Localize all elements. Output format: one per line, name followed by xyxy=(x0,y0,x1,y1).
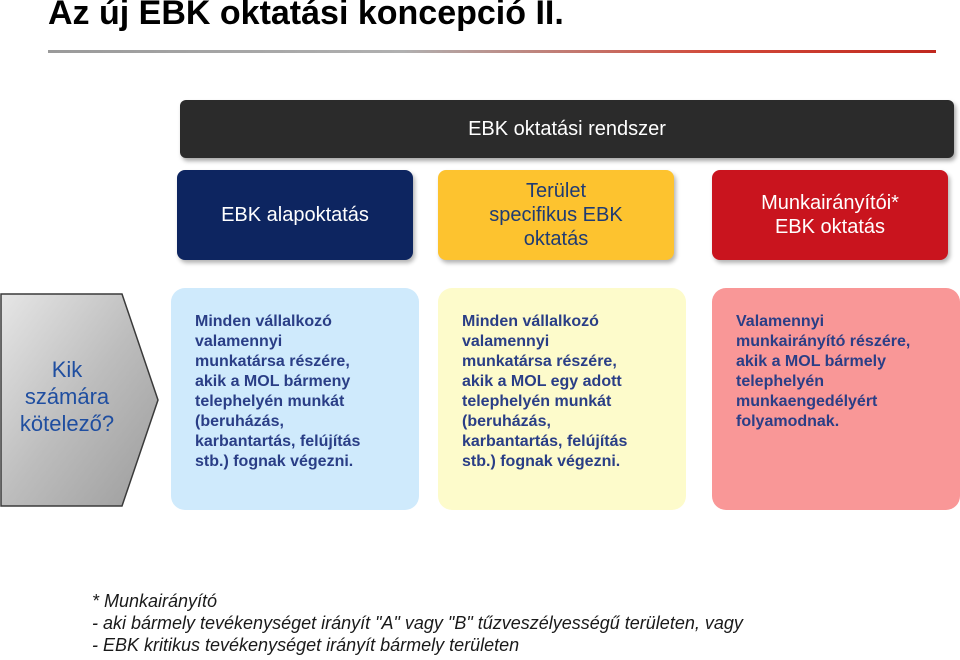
category-label-line: EBK oktatás xyxy=(774,216,886,238)
description-line: munkaengedélyért xyxy=(736,393,878,410)
description-line: telephelyén munkát xyxy=(462,393,612,410)
footnote-line: - aki bármely tevékenységet irányít "A" vagy "B" tűzveszélyességű területen, vagy xyxy=(92,613,743,633)
description-line: Valamennyi xyxy=(736,313,825,330)
description-line: munkairányító részére, xyxy=(736,333,911,350)
description-line: valamennyi xyxy=(462,333,550,350)
description-panel-area-specific xyxy=(438,288,686,510)
description-line: munkatársa részére, xyxy=(195,353,350,370)
category-label-line: EBK alapoktatás xyxy=(221,204,369,226)
description-line: karbantartás, felújítás xyxy=(462,433,628,450)
question-line: Kik xyxy=(51,357,83,382)
description-panel-basic xyxy=(171,288,419,510)
description-line: Minden vállalkozó xyxy=(195,313,332,330)
description-line: akik a MOL bármely xyxy=(736,353,886,370)
footnote-line: - EBK kritikus tevékenységet irányít bármely területen xyxy=(92,635,520,655)
footnote xyxy=(92,590,743,656)
description-line: (beruházás, xyxy=(462,413,551,430)
description-line: akik a MOL egy adott xyxy=(462,373,622,390)
description-line: akik a MOL bármeny xyxy=(195,373,351,390)
question-line: számára xyxy=(24,384,110,409)
system-box: EBK oktatási rendszer xyxy=(180,100,954,158)
description-line: folyamodnak. xyxy=(736,413,840,430)
description-line: telephelyén munkát xyxy=(195,393,345,410)
category-label-line: Terület xyxy=(525,180,586,202)
description-line: stb.) fognak végezni. xyxy=(195,453,354,470)
footnote-line: * Munkairányító xyxy=(92,591,218,611)
description-line: karbantartás, felújítás xyxy=(195,433,361,450)
category-supervisor-training xyxy=(712,170,948,260)
category-label-line: oktatás xyxy=(523,228,589,250)
question-line: kötelező? xyxy=(19,411,115,436)
description-line: valamennyi xyxy=(195,333,283,350)
page-title: Az új EBK oktatási koncepció II. xyxy=(48,0,564,32)
category-area-specific-training xyxy=(438,170,674,260)
description-line: Minden vállalkozó xyxy=(462,313,599,330)
category-label-line: Munkairányítói* xyxy=(761,192,899,214)
title-underline xyxy=(48,50,936,53)
question-label xyxy=(0,356,134,437)
description-panel-supervisor xyxy=(712,288,960,510)
category-basic-training xyxy=(177,170,413,260)
description-line: telephelyén xyxy=(736,373,825,390)
description-line: stb.) fognak végezni. xyxy=(462,453,621,470)
description-line: (beruházás, xyxy=(195,413,284,430)
category-label-line: specifikus EBK xyxy=(489,204,623,226)
description-line: munkatársa részére, xyxy=(462,353,617,370)
